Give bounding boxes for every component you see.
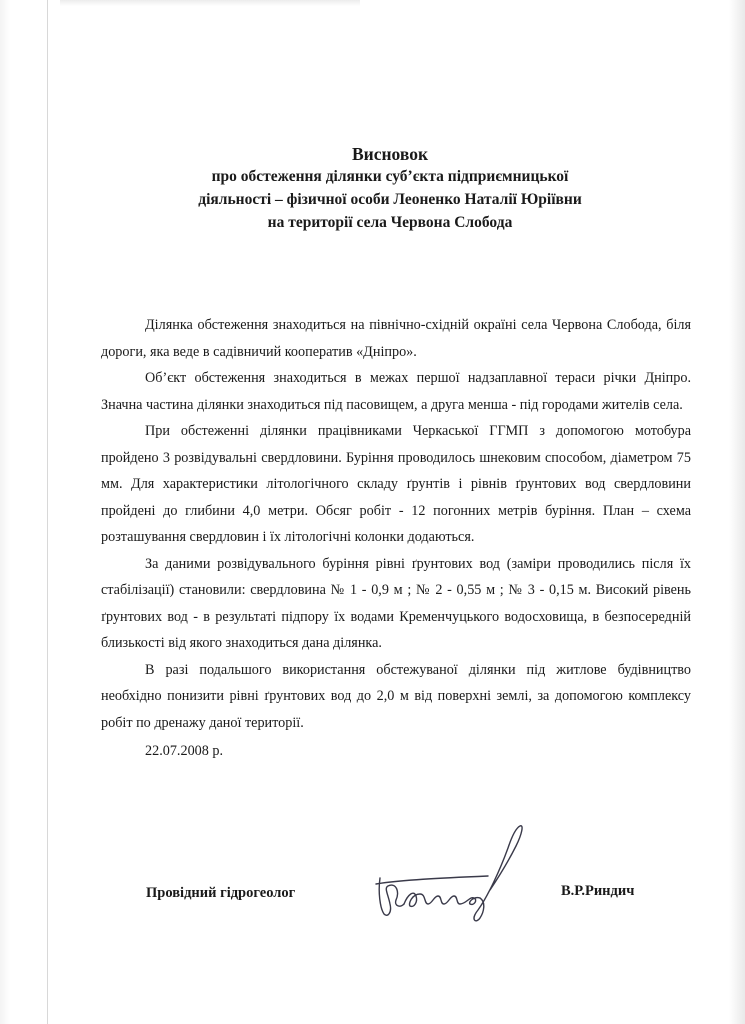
document-title: Висновок: [351, 144, 429, 164]
paragraph-groundwater: За даними розвідувального буріння рівні ґрунтових вод (заміри проводились після їх стабілізації) становили: свердловина № 1 - 0,9 м ; № 2 - 0,55 м ; № 3 - 0,15 м. Високий рівень ґрунтових вод - в результаті підпору їх водами Кременчуцького водосховища, в безпосередній близькості від якого знаходиться дана ділянка.: [101, 555, 691, 651]
subtitle-line-1: про обстеження ділянки суб’єкта підприємницької: [211, 168, 569, 185]
subtitle-line-2: діяльності – фізичної особи Леоненко Наталії Юріївни: [198, 191, 582, 208]
paragraph-drilling: При обстеженні ділянки працівниками Черкаської ГГМП з допомогою мотобура пройдено 3 розвідувальні свердловини. Буріння проводилось шнековим способом, діаметром 75 мм. Для характеристики літологічного складу ґрунтів і рівнів ґрунтових вод свердловини пройдені до глибини 4,0 метри. Обсяг робіт - 12 погонних метрів буріння. План – схема розташування свердловин і їх літологічні колонки додаються.: [101, 423, 691, 545]
signer-role: Провідний гідрогеолог: [146, 885, 296, 901]
paragraph-terrace: Об’єкт обстеження знаходиться в межах першої надзаплавної тераси річки Дніпро. Значна частина ділянки знаходиться під пасовищем, а друга менша - під городами жителів села.: [101, 370, 691, 413]
paragraph-location: Ділянка обстеження знаходиться на північно-східній окраїні села Червона Слобода, біля дороги, яка веде в садівничий кооператив «Дніпро».: [101, 317, 691, 360]
handwritten-signature: [370, 820, 540, 930]
scan-smudge: [60, 0, 360, 6]
document-date: 22.07.2008 р.: [145, 743, 224, 759]
page-edge-shadow-left: [0, 0, 10, 1024]
document-body: [101, 312, 691, 765]
page-edge-shadow-right: [729, 0, 745, 1024]
subtitle-line-3: на території села Червона Слобода: [267, 214, 513, 231]
page-fold-line: [47, 0, 48, 1024]
signer-name: В.Р.Риндич: [561, 883, 635, 899]
document-header: [90, 143, 690, 234]
paragraph-recommendation: В разі подальшого використання обстежуваної ділянки під житлове будівництво необхідно понизити рівні ґрунтових вод до 2,0 м від поверхні землі, за допомогою комплексу робіт по дренажу даної території.: [101, 661, 691, 731]
